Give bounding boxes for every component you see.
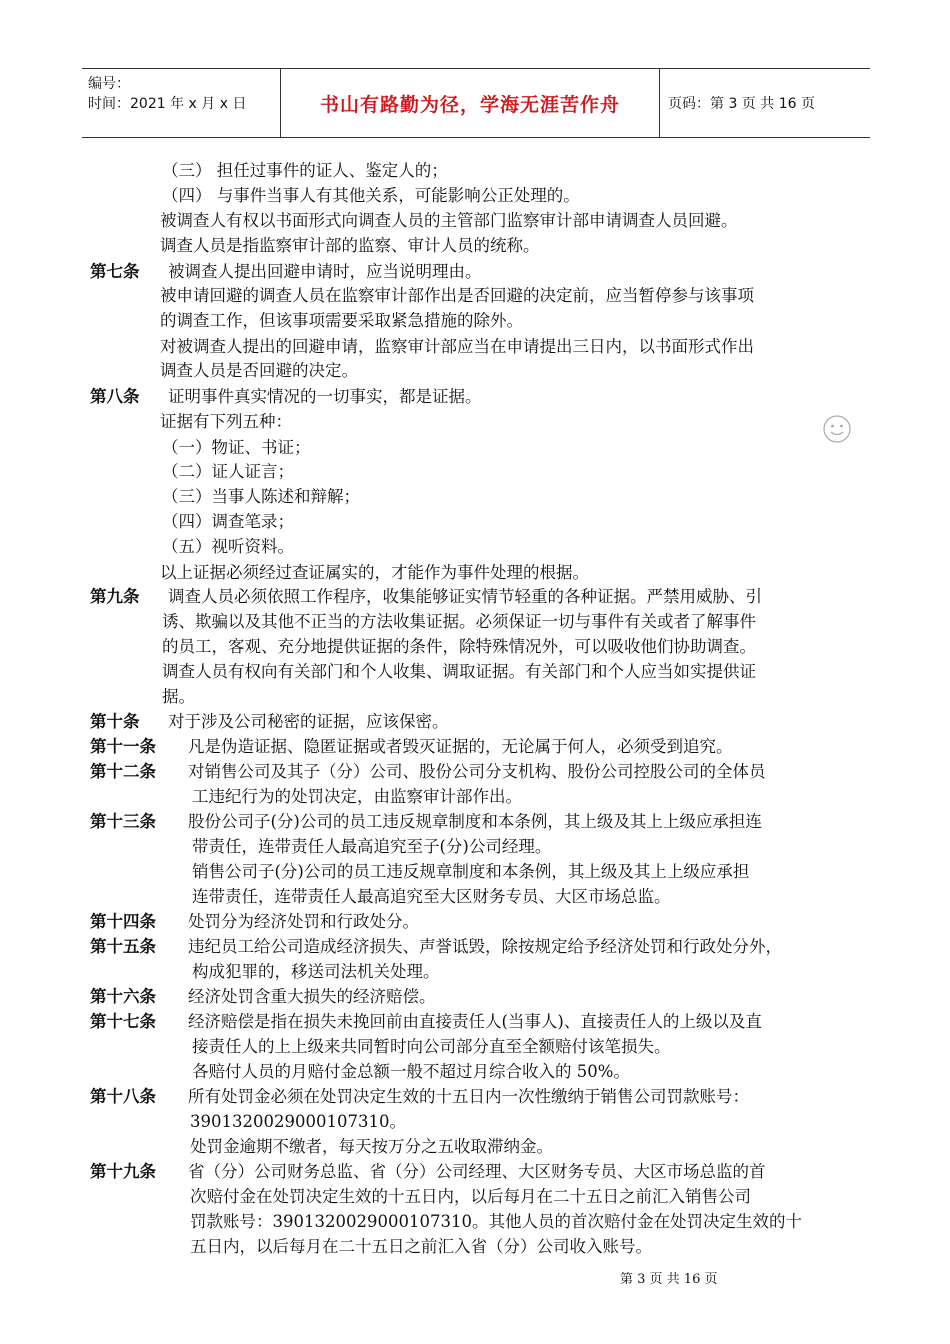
body-line: 的调查工作，但该事项需要采取紧急措施的除外。 <box>160 311 523 330</box>
body-line: 对被调查人提出的回避申请，监察审计部应当在申请提出三日内，以书面形式作出 <box>160 337 754 356</box>
body-line: 的员工，客观、充分地提供证据的条件，除特殊情况外，可以吸收他们协助调查。 <box>162 637 756 656</box>
article-text: 证明事件真实情况的一切事实，都是证据。 <box>168 387 482 406</box>
article-number: 第十四条 <box>90 912 156 931</box>
article-number: 第十八条 <box>90 1087 156 1106</box>
article-text: 违纪员工给公司造成经济损失、声誉诋毁，除按规定给予经济处罚和行政处分外， <box>188 937 782 956</box>
body-line: 被调查人有权以书面形式向调查人员的主管部门监察审计部申请调查人员回避。 <box>160 211 738 230</box>
body-line: （三） 担任过事件的证人、鉴定人的； <box>162 161 448 180</box>
article-text: 调查人员必须依照工作程序，收集能够证实情节轻重的各种证据。严禁用威胁、引 <box>168 587 762 606</box>
body-line: 带责任，连带责任人最高追究至子(分)公司经理。 <box>192 837 552 856</box>
article-number: 第十六条 <box>90 987 156 1006</box>
article-number: 第十三条 <box>90 812 156 831</box>
body-line: 诱、欺骗以及其他不正当的方法收集证据。必须保证一切与事件有关或者了解事件 <box>162 612 756 631</box>
page-header <box>82 68 870 138</box>
body-line: （四） 与事件当事人有其他关系，可能影响公正处理的。 <box>162 186 580 205</box>
body-line: 调查人员是否回避的决定。 <box>160 361 358 380</box>
article-number: 第九条 <box>90 587 140 606</box>
article-text: 对于涉及公司秘密的证据，应该保密。 <box>168 712 449 731</box>
article-text: 对销售公司及其子（分）公司、股份公司分支机构、股份公司控股公司的全体员 <box>188 762 766 781</box>
body-line: 接责任人的上上级来共同暂时向公司部分直至全额赔付该笔损失。 <box>192 1037 671 1056</box>
body-line: （一）物证、书证； <box>162 438 311 457</box>
body-line: （五）视听资料。 <box>162 537 294 556</box>
body-line: 次赔付金在处罚决定生效的十五日内，以后每月在二十五日之前汇入销售公司 <box>190 1187 751 1206</box>
document-date: 时间：2021 年 x 月 x 日 <box>88 96 247 112</box>
body-line: 销售公司子(分)公司的员工违反规章制度和本条例，其上级及其上上级应承担 <box>192 862 750 881</box>
body-line: 五日内，以后每月在二十五日之前汇入省（分）公司收入账号。 <box>190 1237 652 1256</box>
article-text: 凡是伪造证据、隐匿证据或者毁灭证据的，无论属于何人，必须受到追究。 <box>188 737 733 756</box>
body-line: （三）当事人陈述和辩解； <box>162 487 360 506</box>
smiley-icon <box>822 414 852 444</box>
article-text: 处罚分为经济处罚和行政处分。 <box>188 912 419 931</box>
body-line: 调查人员是指监察审计部的监察、审计人员的统称。 <box>160 236 540 255</box>
article-text: 被调查人提出回避申请时，应当说明理由。 <box>168 262 482 281</box>
article-number: 第七条 <box>90 262 140 281</box>
document-number-label: 编号： <box>88 76 130 92</box>
body-line: 3901320029000107310。 <box>190 1112 406 1131</box>
header-page-info: 页码：第 3 页 共 16 页 <box>668 96 815 112</box>
body-line: 工违纪行为的处罚决定，由监察审计部作出。 <box>192 787 522 806</box>
body-line: （四）调查笔录； <box>162 512 294 531</box>
article-text: 股份公司子(分)公司的员工违反规章制度和本条例，其上级及其上上级应承担连 <box>188 812 762 831</box>
body-line: （二）证人证言； <box>162 462 294 481</box>
header-motto: 书山有路勤为径，学海无涯苦作舟 <box>319 93 620 116</box>
article-text: 省（分）公司财务总监、省（分）公司经理、大区财务专员、大区市场总监的首 <box>188 1162 766 1181</box>
page-footer: 第 3 页 共 16 页 <box>620 1272 718 1287</box>
article-number: 第十七条 <box>90 1012 156 1031</box>
body-line: 调查人员有权向有关部门和个人收集、调取证据。有关部门和个人应当如实提供证 <box>162 662 756 681</box>
body-line: 构成犯罪的，移送司法机关处理。 <box>192 962 440 981</box>
article-number: 第十条 <box>90 712 140 731</box>
article-text: 经济赔偿是指在损失未挽回前由直接责任人(当事人)、直接责任人的上级以及直 <box>188 1012 762 1031</box>
body-line: 据。 <box>162 687 195 706</box>
article-text: 所有处罚金必须在处罚决定生效的十五日内一次性缴纳于销售公司罚款账号： <box>188 1087 749 1106</box>
article-number: 第十九条 <box>90 1162 156 1181</box>
header-meta <box>82 69 280 137</box>
body-line: 连带责任，连带责任人最高追究至大区财务专员、大区市场总监。 <box>192 887 671 906</box>
article-number: 第十二条 <box>90 762 156 781</box>
article-text: 经济处罚含重大损失的经济赔偿。 <box>188 987 436 1006</box>
body-line: 证据有下列五种： <box>160 412 292 431</box>
body-line: 以上证据必须经过查证属实的，才能作为事件处理的根据。 <box>160 563 589 582</box>
article-number: 第十一条 <box>90 737 156 756</box>
body-line: 各赔付人员的月赔付金总额一般不超过月综合收入的 50%。 <box>192 1062 630 1081</box>
body-line: 处罚金逾期不缴者，每天按万分之五收取滞纳金。 <box>190 1137 553 1156</box>
article-number: 第八条 <box>90 387 140 406</box>
article-number: 第十五条 <box>90 937 156 956</box>
body-line: 罚款账号：3901320029000107310。其他人员的首次赔付金在处罚决定生效的十 <box>190 1212 802 1231</box>
body-line: 被申请回避的调查人员在监察审计部作出是否回避的决定前，应当暂停参与该事项 <box>160 286 754 305</box>
